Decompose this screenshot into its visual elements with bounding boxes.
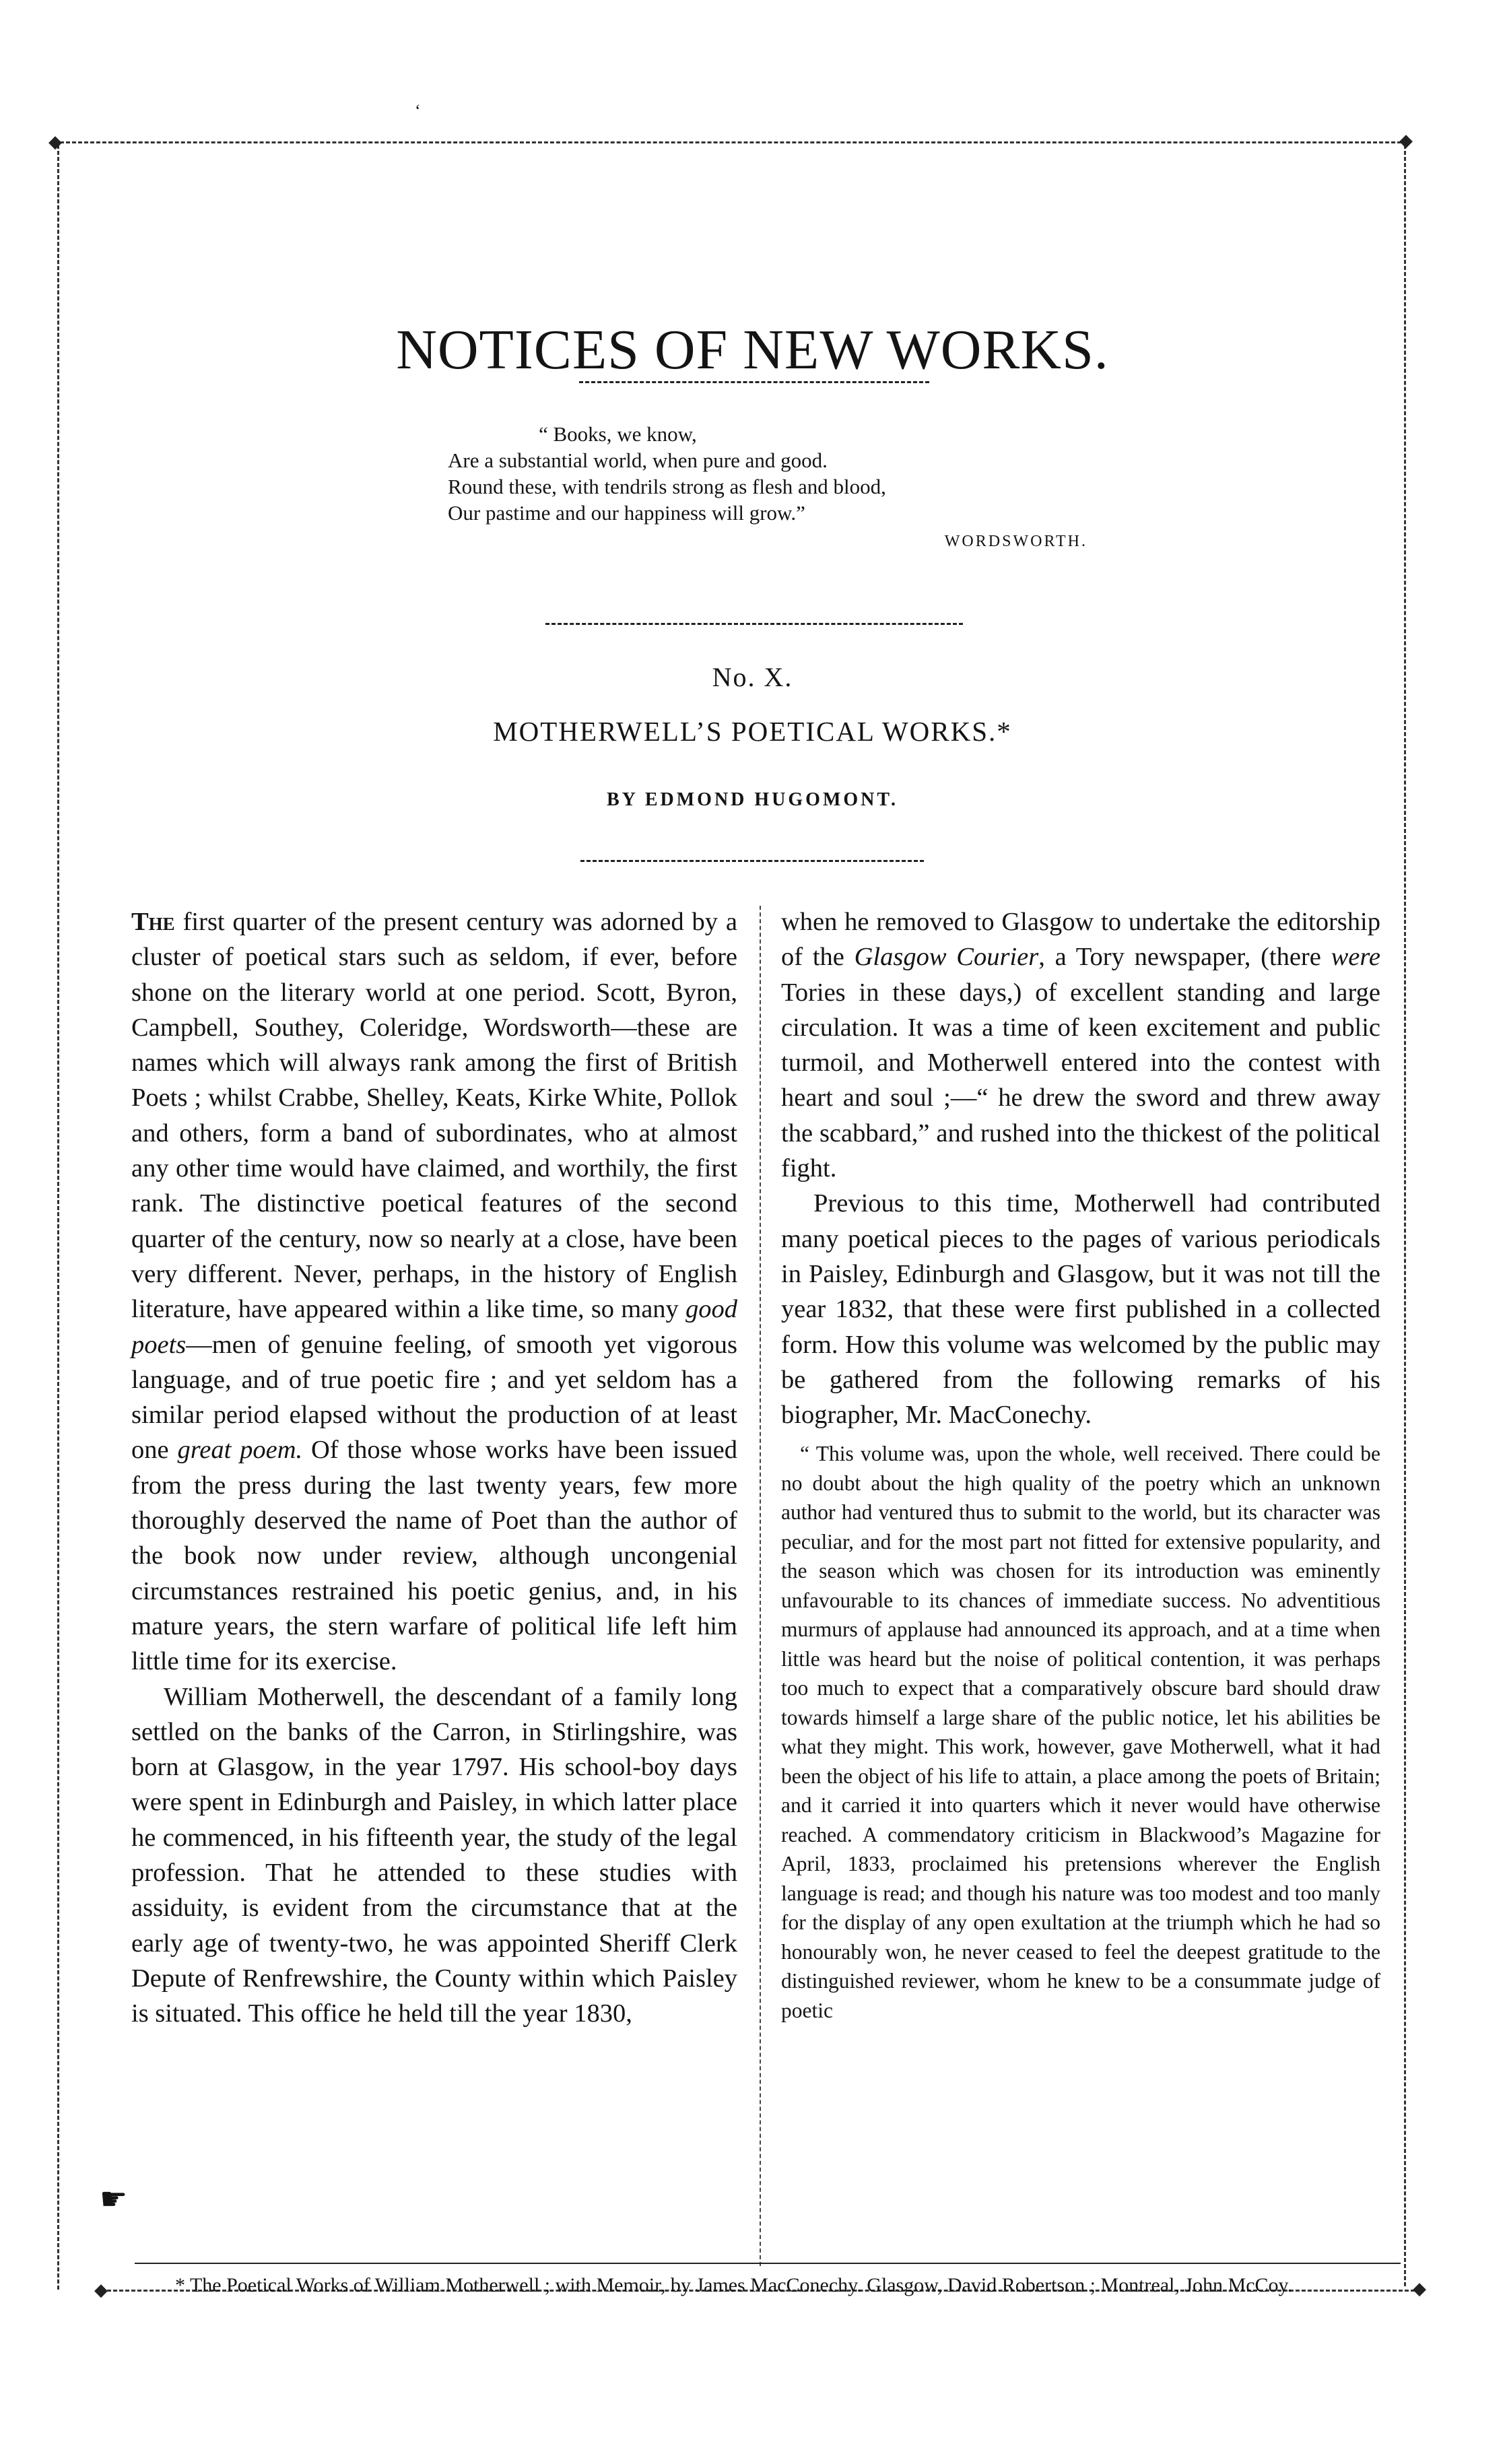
- paragraph: [781, 904, 1380, 1186]
- column-divider: [760, 906, 761, 2266]
- text: Of those whose works have been issued from the press during the last twenty years, few more thoroughly deserved the name of Poet than the author of the book now under review, although uncongenial circumstances restrained his poetic genius, and, in his mature years, the stern warfare of political life left him little time for its exercise.: [131, 1436, 737, 1676]
- epigraph-line: Round these, with tendrils strong as flesh and blood,: [448, 475, 886, 498]
- paragraph: [131, 904, 737, 1679]
- emphasis: good poets: [131, 1295, 737, 1359]
- article-number: No. X.: [712, 662, 793, 692]
- epigraph-line: Our pastime and our happiness will grow.”: [448, 501, 805, 525]
- pointing-hand-mark: ☛: [100, 2182, 128, 2216]
- page-title: NOTICES OF NEW WORKS.: [396, 319, 1109, 382]
- emphasis: Glasgow Courier: [854, 943, 1039, 972]
- epigraph-line: Are a substantial world, when pure and good.: [448, 448, 828, 472]
- corner-ornament-top-left: ◆: [48, 132, 62, 152]
- article-byline: BY EDMOND HUGOMONT.: [607, 789, 898, 810]
- ornamental-rule-2: [545, 623, 963, 625]
- epigraph-line: “ Books, we know,: [539, 422, 697, 446]
- left-column: [131, 904, 737, 2032]
- corner-ornament-top-right: ◆: [1399, 131, 1413, 150]
- epigraph: [448, 421, 1088, 555]
- corner-ornament-bottom-right: ◆: [1413, 2279, 1426, 2298]
- corner-ornament-bottom-left: ◆: [94, 2280, 108, 2300]
- right-column: [781, 904, 1380, 2025]
- ink-mark: ʻ: [415, 101, 421, 121]
- text: when he removed to Glasgow to undertake the editorship of the: [781, 908, 1380, 972]
- border-left: [57, 145, 59, 2290]
- border-top: [54, 141, 1407, 143]
- emphasis: great poem.: [177, 1436, 303, 1465]
- emphasis: were: [1331, 943, 1381, 972]
- block-quote: “ This volume was, upon the whole, well received. There could be no doubt about the high quality of the poetry which an unknown author had ventured thus to submit to the world, but its character was peculiar, and for the most part not fitted for extensive popularity, and the season which was chosen for its introduction was eminently unfavourable to its chances of immediate success. No adventitious murmurs of applause had announced its approach, and at a time when little was heard but the noise of political contention, it was perhaps too much to expect that a comparatively obscure bard should draw towards himself a large share of the public notice, let his abilities be what they might. This work, however, gave Motherwell, what it had been the object of his life to attain, a place among the poets of Britain; and it carried it into quarters which it never would have otherwise reached. A commendatory criticism in Blackwood’s Magazine for April, 1833, proclaimed his pretensions wherever the English language is read; and though his nature was too modest and too manly for the display of any open exultation at the triumph which he had so honourably won, he never ceased to feel the deepest gratitude to the distinguished reviewer, whom he knew to be a consummate judge of poetic: [781, 1442, 1380, 2022]
- article-title: MOTHERWELL’S POETICAL WORKS.*: [493, 716, 1012, 747]
- footnote: * The Poetical Works of William Motherwell ; with Memoir, by James MacConechy. Glasgow, David Robertson ; Montreal, John McCoy.: [175, 2274, 1293, 2296]
- border-right: [1404, 145, 1406, 2286]
- epigraph-attribution: WORDSWORTH.: [944, 533, 1088, 550]
- text: Tories in these days,) of excellent standing and large circulation. It was a time of keen excitement and public turmoil, and Motherwell entered into the contest with heart and soul ;—“ he drew the sword and threw away the scabbard,” and rushed into the thickest of the political fight.: [781, 978, 1380, 1183]
- footnote-rule: [135, 2263, 1401, 2264]
- text: —men of genuine feeling, of smooth yet vigorous language, and of true poetic fire ; and yet seldom has a similar period elapsed without the production of at least one: [131, 1330, 737, 1465]
- ornamental-rule-1: [579, 381, 929, 383]
- drop-word: The: [131, 908, 175, 936]
- text: , a Tory newspaper, (there: [1038, 943, 1331, 972]
- paragraph: Previous to this time, Motherwell had contributed many poetical pieces to the pages of various periodicals in Paisley, Edinburgh and Glasgow, but it was not till the year 1832, that these were first published in a collected form. How this volume was welcomed by the public may be gathered from the following remarks of his biographer, Mr. MacConechy.: [781, 1189, 1380, 1430]
- text: first quarter of the present century was adorned by a cluster of poetical stars such as seldom, if ever, before shone on the literary world at one period. Scott, Byron, Campbell, Southey, Coleridge, Wordsworth—these are names which will always rank among the first of British Poets ; whilst Crabbe, Shelley, Keats, Kirke White, Pollok and others, form a band of subordinates, who at almost any other time would have claimed, and worthily, the first rank. The distinctive poetical features of the second quarter of the century, now so nearly at a close, have been very different. Never, perhaps, in the history of English literature, have appeared within a like time, so many: [131, 908, 737, 1324]
- paragraph: William Motherwell, the descendant of a family long settled on the banks of the Carron, in Stirlingshire, was born at Glasgow, in the year 1797. His school-boy days were spent in Edinburgh and Paisley, in which latter place he commenced, in his fifteenth year, the study of the legal profession. That he attended to these studies with assiduity, is evident from the circumstance that at the early age of twenty-two, he was appointed Sheriff Clerk Depute of Renfrewshire, the County within which Paisley is situated. This office he held till the year 1830,: [131, 1682, 737, 2028]
- ornamental-rule-3: [580, 860, 924, 862]
